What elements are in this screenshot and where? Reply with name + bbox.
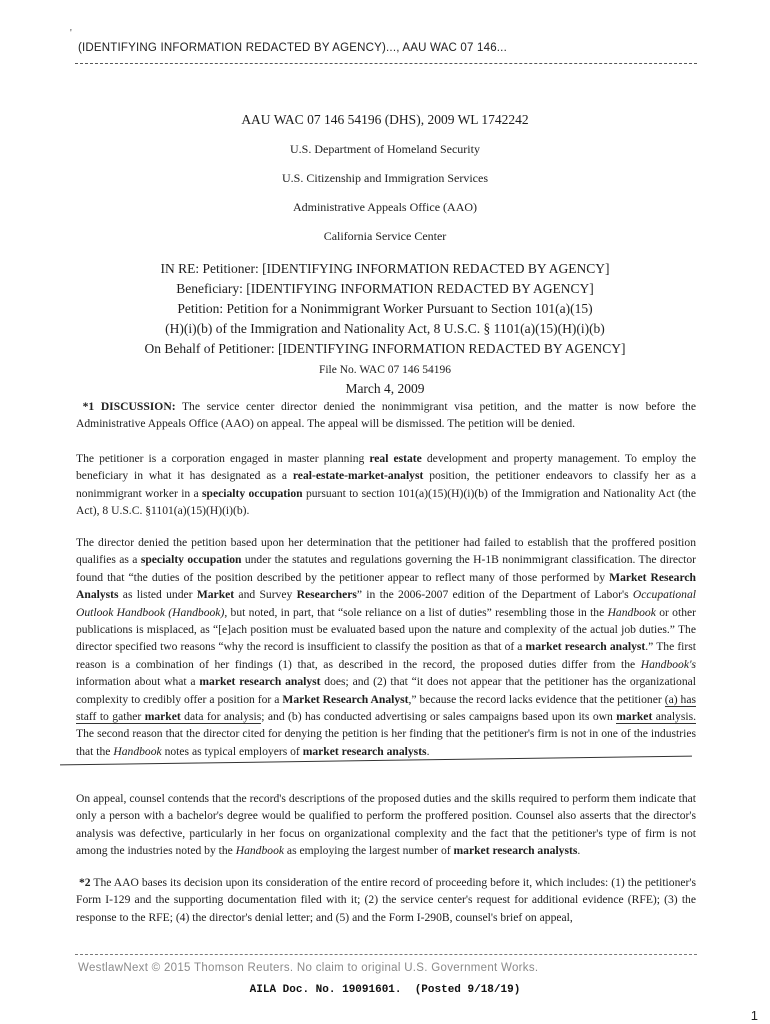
discussion-heading: DISCUSSION: (100, 400, 176, 413)
search-term-highlight: real estate (369, 452, 422, 465)
search-term-highlight: Market Research Analysts (76, 570, 697, 602)
publication-title: Handbook (113, 744, 162, 758)
text-run: and Survey (234, 588, 297, 602)
search-term-highlight: market (616, 710, 653, 724)
stray-mark: ' (70, 28, 72, 39)
text-run: or other publications is misplaced, as “[e]ach position must be evaluated based upon the nature and complexity of the actual job duties.” The director specified two reasons “why the record is insufficient to classify the position as that of a (76, 605, 696, 654)
agency-line: U.S. Citizenship and Immigration Services (282, 171, 488, 185)
citation: AAU WAC 07 146 54196 (DHS), 2009 WL 1742242 (241, 112, 529, 127)
search-term-highlight: market research analysts (302, 744, 427, 758)
caption-line: IN RE: Petitioner: [IDENTIFYING INFORMATION REDACTED BY AGENCY] (160, 261, 610, 276)
aila-document-number: AILA Doc. No. 19091601. (Posted 9/18/19) (249, 984, 521, 996)
text-run: pursuant to section 101(a)(15)(H)(i)(b) of the Immigration and Nationality Act (the Act), 8 U.S.C. §1101(a)(15)(H)(i)(b). (76, 486, 696, 518)
caption-line: (H)(i)(b) of the Immigration and Nationality Act, 8 U.S.C. § 1101(a)(15)(H)(i)(b) (165, 321, 605, 336)
page-number: 1 (750, 1008, 758, 1023)
paragraph-on-appeal (76, 790, 696, 860)
footer-rule (75, 954, 697, 955)
search-term-highlight: market research analyst (525, 640, 646, 654)
text-run: information about what a (76, 675, 200, 689)
text-run: . (577, 844, 581, 858)
file-number: File No. WAC 07 146 54196 (318, 364, 452, 376)
text-run: as employing the largest number of (284, 844, 454, 858)
paragraph-director-denial (76, 534, 696, 760)
publication-title: Occupational Outlook Handbook (Handbook) (76, 588, 696, 619)
search-term-highlight: market (144, 710, 181, 724)
publication-title: Handbook (235, 844, 285, 858)
text-run: development and property management. To employ the beneficiary in what it has designated as a (76, 452, 696, 483)
search-term-highlight: Researchers (296, 588, 357, 602)
text-run: under the statutes and regulations governing the H-1B nonimmigrant classification. The director found that “the duties of the position described by the petitioner appear to reflect many of those performed by (76, 553, 696, 584)
star-page-marker: *1 (82, 400, 95, 413)
paragraph-petitioner (76, 450, 696, 520)
search-term-highlight: Market Research Analyst (282, 692, 409, 706)
text-run: . (426, 744, 430, 758)
search-term-highlight: specialty occupation (202, 486, 303, 500)
agency-line: U.S. Department of Homeland Security (290, 142, 480, 156)
footer-copyright: WestlawNext © 2015 Thomson Reuters. No claim to original U.S. Government Works. (78, 962, 539, 974)
publication-title: Handbook's (640, 657, 696, 671)
agency-line: Administrative Appeals Office (AAO) (292, 200, 478, 214)
publication-title: Handbook (607, 605, 656, 619)
text-run: ” in the 2006-2007 edition of the Department of Labor's (356, 588, 633, 602)
caption-line: Petition: Petition for a Nonimmigrant Worker Pursuant to Section 101(a)(15) (177, 301, 593, 316)
text-run: The director denied the petition based upon her determination that the petitioner had failed to establish that the proffered position qualifies as a (76, 536, 696, 567)
text-run: , but noted, in part, that “sole reliance on a list of duties” resembling those in the (224, 605, 608, 619)
text-run: as listed under (118, 588, 197, 602)
caption-line: Beneficiary: [IDENTIFYING INFORMATION REDACTED BY AGENCY] (176, 281, 594, 296)
text-run: The second reason that the director cited for denying the petition is her finding that the petitioner's firm is not in one of the industries that the (76, 727, 696, 758)
text-run: analysis. (652, 710, 696, 724)
paragraph-text: The AAO bases its decision upon its consideration of the entire record of proceeding before it, which includes: (1) the petitioner's Form I-129 and the supporting documentation filed with it; (2) the service center's request for additional evidence (RFE); (3) the response to the RFE; (4) the director's denial letter; and (5) and the Form I-290B, counsel's brief on appeal, (76, 876, 696, 924)
search-term-highlight: market research analyst (199, 675, 321, 689)
header-rule (75, 63, 697, 64)
running-header-title: (IDENTIFYING INFORMATION REDACTED BY AGENCY)..., AAU WAC 07 146... (78, 42, 507, 54)
text-run: On appeal, counsel contends that the record's descriptions of the proposed duties and the skills required to perform them indicate that only a person with a bachelor's degree would be qualified to perform the proffered position. Counsel also asserts that the director's analysis was defective, particularly in her focus on organizational complexity and the fact that the petitioner's type of firm is not among the industries noted by the (76, 792, 696, 858)
text-run: (a) has staff to gather (76, 692, 696, 724)
decision-date: March 4, 2009 (345, 381, 425, 396)
text-run: does; and (2) that “it does not appear that the petitioner has the organizational complexity to credibly offer a position for a (76, 675, 696, 706)
paragraph-text: The service center director denied the nonimmigrant visa petition, and the matter is now before the Administrative Appeals Office (AAO) on appeal. The appeal will be dismissed. The petition will be denied. (76, 400, 696, 431)
text-run: notes as typical employers of (161, 744, 303, 758)
paragraph-record-review (76, 874, 696, 926)
text-run: ,” because the record lacks evidence that the petitioner (408, 692, 665, 706)
paragraph-discussion (76, 398, 696, 433)
text-run: position, the petitioner endeavors to classify her as a nonimmigrant worker in a (76, 469, 696, 500)
text-run: .” The first reason is a combination of her findings (1) that, as described in the record, the proposed duties differ from the (76, 640, 696, 671)
search-term-highlight: real-estate-market-analyst (292, 469, 424, 483)
handwritten-underline (616, 710, 696, 724)
caption-line: On Behalf of Petitioner: [IDENTIFYING INFORMATION REDACTED BY AGENCY] (144, 341, 626, 356)
text-run: ; and (b) has conducted advertising or sales campaigns based upon its own (261, 710, 617, 724)
search-term-highlight: market research analysts (453, 844, 578, 858)
search-term-highlight: Market (196, 588, 235, 602)
star-page-marker: *2 (79, 876, 91, 889)
agency-line: California Service Center (323, 229, 447, 243)
text-run: The petitioner is a corporation engaged in master planning (76, 452, 370, 465)
text-run: data for analysis (180, 710, 262, 724)
search-term-highlight: specialty occupation (140, 553, 242, 567)
